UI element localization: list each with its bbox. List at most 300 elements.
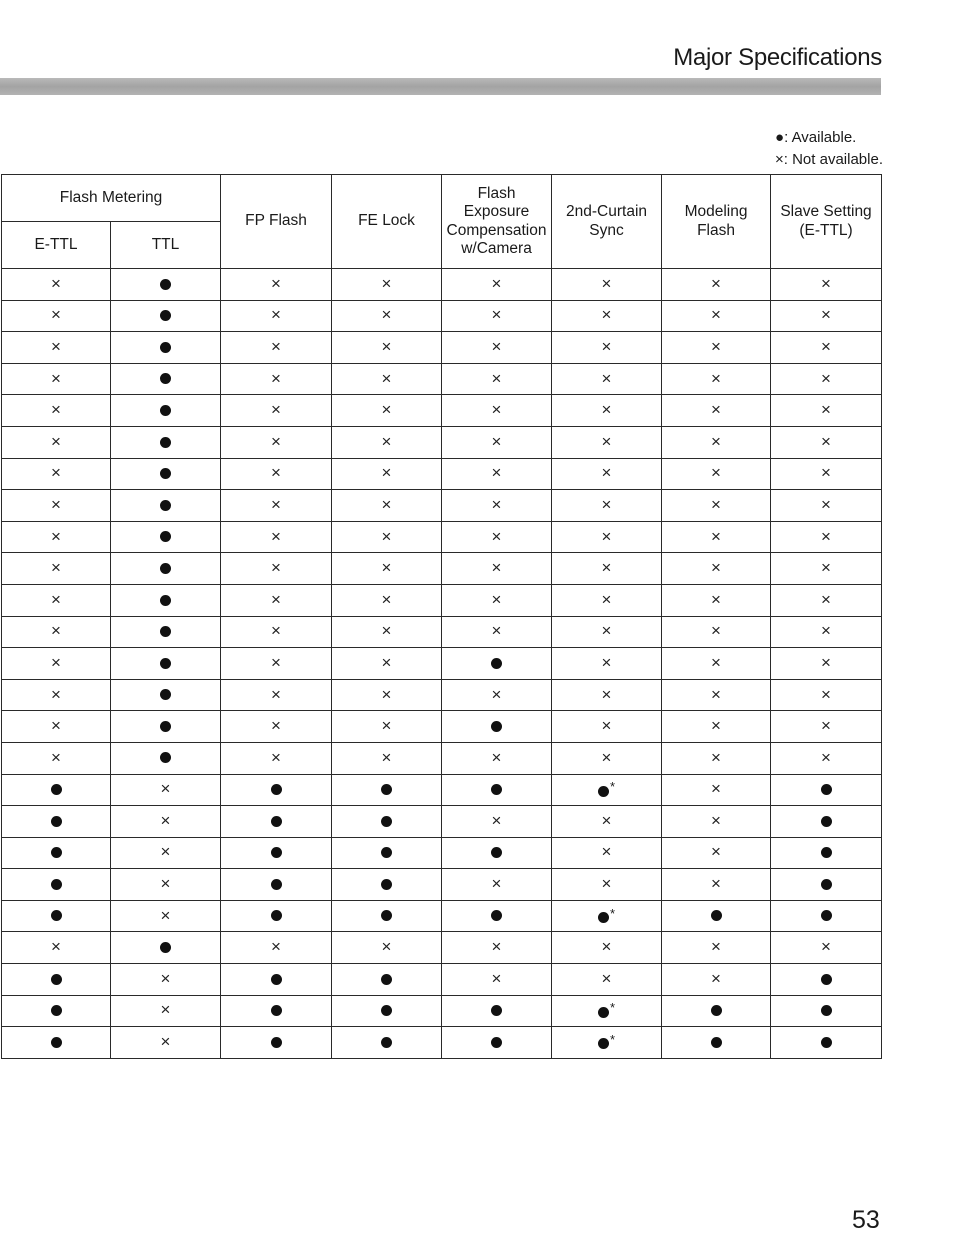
not-available-cross-icon: × — [381, 336, 392, 356]
table-row — [2, 679, 882, 711]
table-row — [2, 395, 882, 427]
table-cell — [771, 964, 882, 996]
not-available-cross-icon: × — [51, 558, 61, 578]
page-number: 53 — [852, 1206, 880, 1234]
table-cell — [2, 742, 111, 774]
table-cell — [332, 964, 442, 996]
not-available-cross-icon: × — [711, 526, 721, 546]
table-cell — [771, 616, 882, 648]
available-dot-icon — [160, 310, 171, 321]
not-available-cross-icon: × — [160, 1032, 171, 1052]
not-available-cross-icon: × — [601, 652, 612, 672]
table-cell — [771, 426, 882, 458]
available-dot-icon — [598, 1007, 609, 1018]
table-cell — [111, 742, 221, 774]
table-cell — [442, 363, 552, 395]
not-available-cross-icon: × — [711, 494, 721, 514]
not-available-cross-icon: × — [51, 526, 61, 546]
not-available-cross-icon: × — [271, 526, 281, 546]
table-cell — [442, 521, 552, 553]
not-available-cross-icon: × — [711, 716, 721, 736]
table-cell — [111, 932, 221, 964]
not-available-cross-icon: × — [491, 305, 502, 325]
not-available-cross-icon: × — [821, 526, 831, 546]
not-available-cross-icon: × — [160, 874, 171, 894]
table-cell — [221, 616, 332, 648]
available-dot-icon — [160, 405, 171, 416]
table-row — [2, 774, 882, 806]
available-dot-icon — [271, 974, 282, 985]
not-available-cross-icon: × — [381, 305, 392, 325]
table-cell — [771, 806, 882, 838]
not-available-cross-icon: × — [821, 494, 831, 514]
table-cell — [771, 932, 882, 964]
not-available-cross-icon: × — [601, 874, 612, 894]
table-cell — [662, 553, 771, 585]
header-fp-flash: FP Flash — [221, 175, 332, 269]
table-row — [2, 521, 882, 553]
table-cell — [2, 995, 111, 1027]
table-cell — [2, 363, 111, 395]
not-available-cross-icon: × — [51, 400, 61, 420]
table-cell — [2, 932, 111, 964]
not-available-cross-icon: × — [381, 684, 392, 704]
table-cell — [332, 711, 442, 743]
not-available-cross-icon: × — [821, 305, 831, 325]
table-cell — [111, 964, 221, 996]
table-cell — [332, 584, 442, 616]
available-dot-icon — [51, 816, 62, 827]
table-cell — [442, 300, 552, 332]
not-available-cross-icon: × — [51, 589, 61, 609]
table-cell — [442, 742, 552, 774]
table-cell — [111, 553, 221, 585]
not-available-cross-icon: × — [160, 905, 171, 925]
table-cell — [442, 584, 552, 616]
not-available-cross-icon: × — [160, 842, 171, 862]
table-cell — [662, 521, 771, 553]
not-available-cross-icon: × — [491, 431, 502, 451]
not-available-cross-icon: × — [491, 368, 502, 388]
not-available-cross-icon: × — [491, 463, 502, 483]
table-cell — [552, 269, 662, 301]
legend — [775, 127, 883, 171]
not-available-cross-icon: × — [601, 621, 612, 641]
not-available-cross-icon: × — [381, 652, 392, 672]
table-cell — [111, 269, 221, 301]
page-title: Major Specifications — [673, 44, 882, 71]
not-available-cross-icon: × — [271, 558, 281, 578]
table-cell — [442, 837, 552, 869]
not-available-cross-icon: × — [51, 621, 61, 641]
table-cell — [221, 964, 332, 996]
table-cell — [221, 869, 332, 901]
table-cell — [552, 806, 662, 838]
available-dot-icon — [491, 784, 502, 795]
table-cell — [771, 648, 882, 680]
table-cell — [221, 742, 332, 774]
available-dot-icon — [711, 1005, 722, 1016]
available-dot-icon — [821, 847, 832, 858]
header-modeling-line: Modeling — [684, 203, 748, 220]
table-cell — [332, 648, 442, 680]
table-cell — [111, 806, 221, 838]
table-cell — [662, 269, 771, 301]
available-dot-icon — [51, 847, 62, 858]
available-dot-icon — [711, 1037, 722, 1048]
table-cell — [662, 458, 771, 490]
table-cell — [111, 648, 221, 680]
table-cell — [442, 395, 552, 427]
not-available-cross-icon: × — [601, 305, 612, 325]
table-cell — [332, 774, 442, 806]
table-cell — [2, 300, 111, 332]
table-cell — [221, 584, 332, 616]
available-dot-icon — [598, 786, 609, 797]
table-cell — [111, 490, 221, 522]
not-available-cross-icon: × — [51, 273, 61, 293]
table-cell — [771, 363, 882, 395]
not-available-cross-icon: × — [601, 494, 612, 514]
available-dot-icon — [381, 784, 392, 795]
not-available-cross-icon: × — [601, 558, 612, 578]
not-available-label: : Not available. — [783, 151, 883, 168]
legend-available — [775, 127, 883, 149]
table-cell — [332, 458, 442, 490]
table-cell — [552, 964, 662, 996]
table-cell — [332, 900, 442, 932]
table-cell — [771, 458, 882, 490]
not-available-cross-icon: × — [711, 968, 721, 988]
table-cell — [221, 521, 332, 553]
not-available-cross-icon: × — [381, 273, 392, 293]
table-cell — [221, 269, 332, 301]
not-available-cross-icon: × — [491, 874, 502, 894]
table-cell — [2, 395, 111, 427]
not-available-cross-icon: × — [821, 937, 831, 957]
table-cell — [332, 616, 442, 648]
table-cell — [2, 679, 111, 711]
available-dot-icon — [271, 1037, 282, 1048]
table-cell — [771, 490, 882, 522]
not-available-cross-icon: × — [160, 968, 171, 988]
table-cell — [552, 837, 662, 869]
not-available-cross-icon: × — [711, 779, 721, 799]
footnote-asterisk: * — [609, 905, 616, 921]
table-cell — [2, 269, 111, 301]
not-available-cross-icon: × — [271, 621, 281, 641]
table-cell — [332, 332, 442, 364]
not-available-cross-icon: × — [821, 747, 831, 767]
available-dot-icon — [381, 847, 392, 858]
available-dot-icon — [160, 942, 171, 953]
table-cell — [771, 837, 882, 869]
available-label: : Available. — [784, 129, 857, 146]
not-available-cross-icon: × — [51, 937, 61, 957]
table-cell — [221, 490, 332, 522]
available-dot-icon — [491, 658, 502, 669]
table-cell — [662, 490, 771, 522]
not-available-cross-icon: × — [51, 305, 61, 325]
table-cell — [442, 932, 552, 964]
footnote-asterisk: * — [609, 1000, 616, 1016]
table-cell — [111, 395, 221, 427]
table-cell — [2, 869, 111, 901]
table-cell — [221, 300, 332, 332]
not-available-cross-icon: × — [601, 526, 612, 546]
table-cell — [332, 269, 442, 301]
not-available-cross-icon: × — [711, 336, 721, 356]
table-cell — [662, 426, 771, 458]
not-available-cross-icon: × — [271, 937, 281, 957]
not-available-cross-icon: × — [160, 1000, 171, 1020]
available-dot-icon — [821, 1005, 832, 1016]
table-cell — [771, 1027, 882, 1059]
footnote-asterisk: * — [609, 1032, 616, 1048]
table-cell — [552, 869, 662, 901]
available-dot-icon — [160, 373, 171, 384]
not-available-cross-icon: × — [491, 937, 502, 957]
table-row — [2, 616, 882, 648]
available-dot-icon — [381, 816, 392, 827]
not-available-cross-icon: × — [271, 305, 281, 325]
not-available-cross-icon: × — [271, 494, 281, 514]
not-available-cross-icon: × — [160, 810, 171, 830]
not-available-cross-icon: × — [271, 336, 281, 356]
table-cell — [662, 742, 771, 774]
table-cell — [332, 490, 442, 522]
table-cell — [552, 521, 662, 553]
available-dot-icon — [160, 342, 171, 353]
table-row — [2, 553, 882, 585]
table-cell — [221, 837, 332, 869]
not-available-cross-icon: × — [381, 937, 392, 957]
not-available-cross-icon: × — [271, 652, 281, 672]
not-available-cross-icon: × — [711, 273, 721, 293]
not-available-cross-icon: × — [491, 494, 502, 514]
table-cell — [552, 553, 662, 585]
table-cell — [111, 458, 221, 490]
not-available-cross-icon: × — [271, 747, 281, 767]
available-dot-icon — [271, 847, 282, 858]
table-cell — [111, 426, 221, 458]
spec-table-body — [2, 269, 882, 1059]
not-available-cross-icon: × — [271, 684, 281, 704]
table-row — [2, 648, 882, 680]
table-cell — [662, 300, 771, 332]
table-cell — [442, 774, 552, 806]
available-dot-icon — [160, 531, 171, 542]
table-cell — [2, 616, 111, 648]
available-dot-icon — [821, 910, 832, 921]
header-flash-metering: Flash Metering — [2, 175, 221, 222]
header-modeling-line: Flash — [697, 221, 735, 239]
table-cell — [111, 837, 221, 869]
table-cell — [442, 332, 552, 364]
table-cell — [332, 426, 442, 458]
table-cell — [221, 995, 332, 1027]
table-cell — [662, 332, 771, 364]
table-cell — [2, 458, 111, 490]
available-dot-icon — [271, 816, 282, 827]
not-available-cross-icon: × — [711, 684, 721, 704]
not-available-cross-icon: × — [271, 431, 281, 451]
not-available-cross-icon: × — [271, 716, 281, 736]
table-cell — [442, 490, 552, 522]
not-available-cross-icon: × — [381, 747, 392, 767]
table-cell — [2, 1027, 111, 1059]
table-cell — [2, 648, 111, 680]
not-available-cross-icon: × — [821, 431, 831, 451]
not-available-cross-icon: × — [601, 336, 612, 356]
available-dot-icon — [51, 910, 62, 921]
not-available-cross-icon: × — [381, 589, 392, 609]
not-available-cross-icon: × — [51, 747, 61, 767]
header-second-curtain-sync — [552, 175, 662, 269]
not-available-cross-icon: × — [491, 336, 502, 356]
table-cell — [662, 774, 771, 806]
table-cell — [111, 711, 221, 743]
table-cell — [442, 964, 552, 996]
table-cell — [771, 774, 882, 806]
table-row — [2, 837, 882, 869]
not-available-cross-icon: × — [711, 558, 721, 578]
header-slave-setting — [771, 175, 882, 269]
table-cell — [2, 332, 111, 364]
table-cell — [442, 269, 552, 301]
table-row — [2, 426, 882, 458]
not-available-cross-icon: × — [601, 463, 612, 483]
available-dot-icon — [271, 879, 282, 890]
table-cell — [332, 932, 442, 964]
table-cell — [771, 584, 882, 616]
header-slave-line: (E-TTL) — [799, 221, 853, 239]
table-cell — [552, 774, 662, 806]
table-cell — [552, 679, 662, 711]
table-cell — [662, 616, 771, 648]
not-available-cross-icon: × — [711, 400, 721, 420]
not-available-cross-icon: × — [711, 368, 721, 388]
table-cell — [111, 363, 221, 395]
not-available-cross-icon: × — [601, 368, 612, 388]
table-cell — [221, 458, 332, 490]
table-cell — [111, 1027, 221, 1059]
not-available-cross-icon: × — [51, 494, 61, 514]
table-cell — [2, 837, 111, 869]
table-cell — [332, 806, 442, 838]
table-cell — [771, 300, 882, 332]
not-available-cross-icon: × — [271, 589, 281, 609]
table-cell — [221, 1027, 332, 1059]
table-cell — [221, 774, 332, 806]
table-cell — [332, 553, 442, 585]
table-cell — [2, 711, 111, 743]
not-available-cross-icon: × — [711, 431, 721, 451]
table-cell — [771, 269, 882, 301]
header-sync-line: Sync — [589, 221, 624, 239]
table-cell — [552, 932, 662, 964]
header-ttl: TTL — [111, 222, 221, 269]
available-dot-icon — [271, 784, 282, 795]
table-row — [2, 964, 882, 996]
available-dot-icon — [381, 1005, 392, 1016]
table-cell — [332, 679, 442, 711]
table-row — [2, 490, 882, 522]
table-cell — [111, 869, 221, 901]
table-cell — [111, 995, 221, 1027]
available-dot-icon — [381, 910, 392, 921]
table-cell — [771, 869, 882, 901]
not-available-cross-icon: × — [601, 968, 612, 988]
not-available-cross-icon: × — [821, 368, 831, 388]
available-dot-icon — [821, 816, 832, 827]
table-cell — [442, 679, 552, 711]
not-available-cross-icon: × — [51, 368, 61, 388]
table-cell — [662, 932, 771, 964]
table-cell — [221, 426, 332, 458]
table-cell — [221, 900, 332, 932]
table-cell — [332, 742, 442, 774]
table-cell — [332, 837, 442, 869]
table-cell — [221, 932, 332, 964]
not-available-cross-icon: × — [711, 621, 721, 641]
available-dot-icon — [160, 689, 171, 700]
available-dot-icon — [271, 910, 282, 921]
table-cell — [552, 1027, 662, 1059]
not-available-cross-icon: × — [51, 716, 61, 736]
not-available-cross-icon: × — [491, 526, 502, 546]
table-cell — [662, 900, 771, 932]
available-dot-icon — [821, 1037, 832, 1048]
table-cell — [332, 521, 442, 553]
available-dot-icon — [381, 974, 392, 985]
not-available-cross-icon: × — [601, 842, 612, 862]
table-cell — [2, 553, 111, 585]
not-available-cross-icon: × — [381, 400, 392, 420]
available-dot-icon — [821, 784, 832, 795]
footnote-asterisk: * — [609, 779, 616, 795]
not-available-cross-icon: × — [51, 336, 61, 356]
available-dot-icon — [160, 437, 171, 448]
available-dot-icon — [598, 1038, 609, 1049]
available-dot-icon — [491, 721, 502, 732]
table-cell — [221, 711, 332, 743]
table-cell — [442, 995, 552, 1027]
not-available-cross-icon: × — [51, 463, 61, 483]
table-cell — [662, 964, 771, 996]
available-dot-icon — [821, 974, 832, 985]
table-cell — [2, 806, 111, 838]
table-cell — [332, 300, 442, 332]
not-available-cross-icon: × — [601, 589, 612, 609]
not-available-cross-icon: × — [51, 652, 61, 672]
not-available-cross-icon: × — [381, 716, 392, 736]
table-cell — [2, 774, 111, 806]
available-dot-icon — [51, 879, 62, 890]
not-available-cross-icon: × — [491, 621, 502, 641]
not-available-cross-icon: × — [51, 431, 61, 451]
table-cell — [552, 300, 662, 332]
available-dot-icon — [271, 1005, 282, 1016]
not-available-cross-icon: × — [711, 589, 721, 609]
not-available-cross-icon: × — [271, 400, 281, 420]
available-dot-icon — [491, 1037, 502, 1048]
header-fec-line: w/Camera — [461, 240, 532, 257]
not-available-cross-icon: × — [711, 305, 721, 325]
not-available-cross-icon: × — [491, 747, 502, 767]
legend-not-available — [775, 149, 883, 171]
table-cell — [552, 332, 662, 364]
